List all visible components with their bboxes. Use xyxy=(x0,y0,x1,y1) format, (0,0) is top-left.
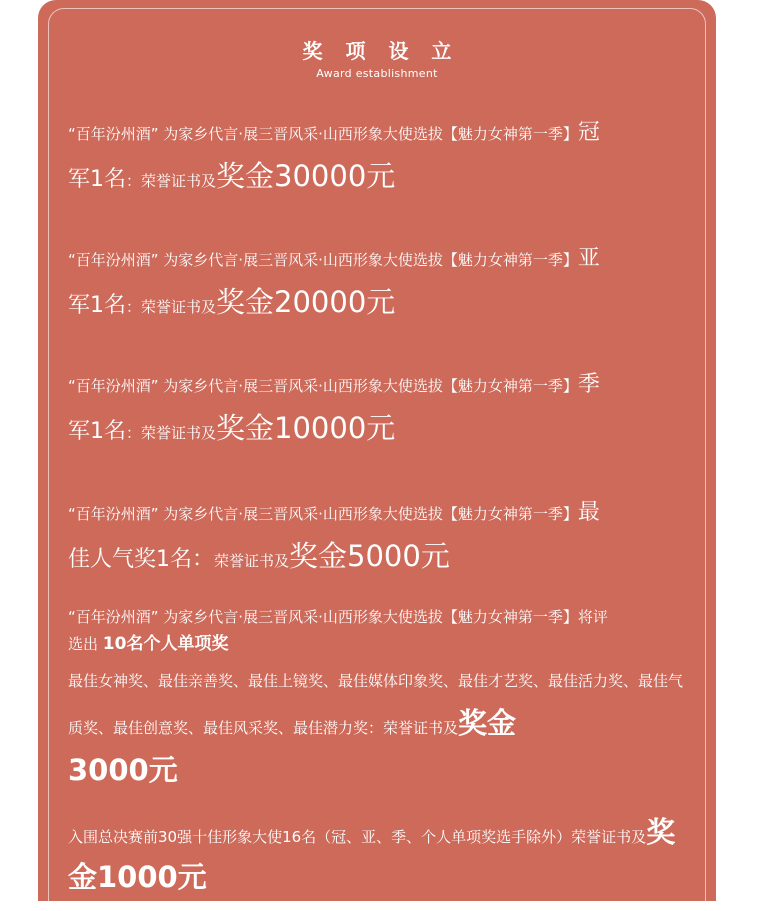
award-honor: 荣誉证书及 xyxy=(141,424,217,442)
award-title-a: 季 xyxy=(577,372,600,397)
award-third-place xyxy=(68,364,686,454)
award-prefix: “百年汾州酒” 为家乡代言·展三晋风采·山西形象大使选拔【魅力女神第一季】 xyxy=(68,377,578,395)
section-title: 奖 项 设 立 xyxy=(302,39,460,63)
individual-list-text: 最佳女神奖、最佳亲善奖、最佳上镜奖、最佳媒体印象奖、最佳才艺奖、最佳活力奖、最佳气质奖、最佳创意奖、最佳风采奖、最佳潜力奖：荣誉证书及 xyxy=(68,672,684,737)
award-honor: 荣誉证书及 xyxy=(141,298,217,316)
award-title-a: 亚 xyxy=(577,246,600,271)
section-heading xyxy=(38,38,716,80)
award-separator: ： xyxy=(126,172,142,190)
individual-intro-line2 xyxy=(68,631,686,658)
individual-prize-b: 3000元 xyxy=(68,753,178,787)
award-separator: ： xyxy=(126,298,142,316)
individual-highlight: 10名个人单项奖 xyxy=(102,634,229,654)
award-prefix: “百年汾州酒” 为家乡代言·展三晋风采·山西形象大使选拔【魅力女神第一季】 xyxy=(68,251,578,269)
individual-prize-a: 奖金 xyxy=(458,706,517,740)
award-finalists xyxy=(68,812,686,902)
award-title-a: 最 xyxy=(577,500,600,525)
finalists-prize: 奖金1000元 xyxy=(68,815,676,894)
award-runner-up xyxy=(68,238,686,328)
award-prefix: “百年汾州酒” 为家乡代言·展三晋风采·山西形象大使选拔【魅力女神第一季】 xyxy=(68,125,578,143)
finalists-text-wrap xyxy=(68,812,686,902)
award-title-b: 军1名 xyxy=(68,167,126,192)
award-honor: 荣誉证书及 xyxy=(214,552,290,570)
award-title-b: 佳人气奖1名： xyxy=(68,547,214,572)
award-title-b: 军1名 xyxy=(68,419,126,444)
award-honor: 荣誉证书及 xyxy=(141,172,217,190)
award-separator: ： xyxy=(126,424,142,442)
individual-intro: “百年汾州酒” 为家乡代言·展三晋风采·山西形象大使选拔【魅力女神第一季】将评 xyxy=(68,608,608,626)
award-prize: 奖金20000元 xyxy=(216,285,396,319)
individual-list xyxy=(68,662,686,794)
section-subtitle: Award establishment xyxy=(316,67,438,80)
finalists-text: 入围总决赛前30强十佳形象大使16名（冠、亚、季、个人单项奖选手除外）荣誉证书及 xyxy=(68,828,647,846)
award-popularity xyxy=(68,492,686,582)
individual-intro2: 选出 xyxy=(68,635,99,653)
award-champion xyxy=(68,112,686,202)
award-card xyxy=(38,0,716,901)
award-individual xyxy=(68,604,686,794)
award-prefix: “百年汾州酒” 为家乡代言·展三晋风采·山西形象大使选拔【魅力女神第一季】 xyxy=(68,505,578,523)
award-prize: 奖金10000元 xyxy=(216,411,396,445)
award-title-b: 军1名 xyxy=(68,293,126,318)
award-title-a: 冠 xyxy=(577,120,600,145)
award-prize: 奖金30000元 xyxy=(216,159,396,193)
award-prize: 奖金5000元 xyxy=(289,539,450,573)
